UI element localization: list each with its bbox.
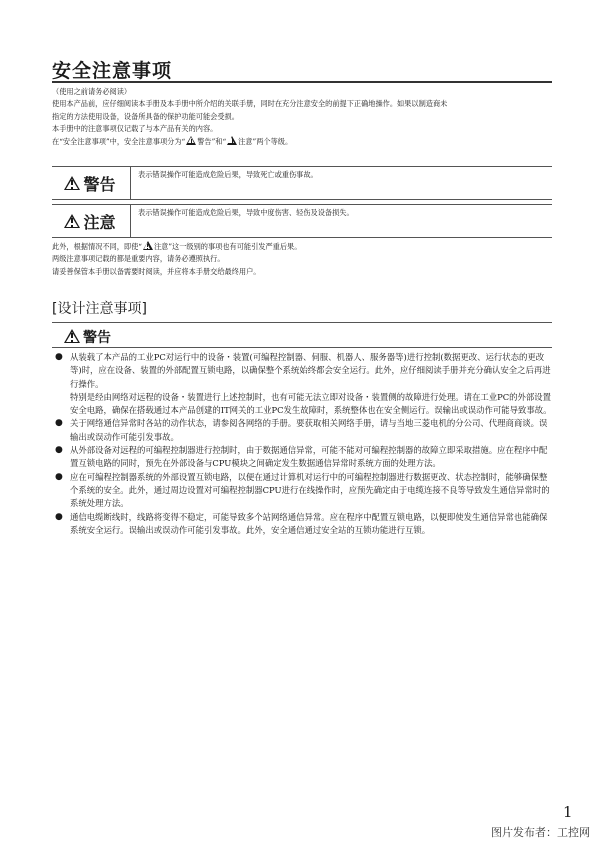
list-item-text: 从外部设备对远程的可编程控制器进行控制时，由于数据通信异常，可能不能对可编程控制器的故障立即采取措施。应在程序中配置互锁电路的同时，预先在外部设备与CPU模块之间确定发生数据通信异常时系统方面的处理方法。: [70, 445, 548, 469]
after-text-b: ”这一级别的事项也有可能引发严重后果。: [168, 242, 302, 251]
after-caution: 注意: [153, 242, 169, 251]
list-item: [52, 417, 552, 444]
section-warning-header: [52, 323, 552, 348]
section-warning-label: [64, 327, 111, 347]
caution-label-text: 注意: [83, 212, 116, 232]
warning-triangle-icon: [64, 329, 80, 343]
after-text-a: 此外，根据情况不同，即使“: [52, 242, 142, 251]
page-number: 1: [563, 803, 573, 821]
box-divider: [130, 205, 131, 237]
after-line: 两级注意事项记载的都是重要内容，请务必遵照执行。: [52, 254, 225, 264]
warning-label: [52, 167, 128, 199]
intro-line: 使用本产品前，应仔细阅读本手册及本手册中所介绍的关联手册，同时在充分注意安全的前提下正确地操作。如果以制造商未: [52, 99, 448, 109]
list-item-text: 应在可编程控制器系统的外部设置互锁电路，以便在通过计算机对运行中的可编程控制器进行数据更改、状态控制时，能够确保整个系统的安全。此外，通过周边设置对可编程控制器CPU进行在线操作时，应预先确定由于电缆连接不良等导致发生通信异常时的系统处理方法。: [70, 471, 550, 509]
caution-description: 表示错误操作可能造成危险后果，导致中度伤害、轻伤及设备损失。: [138, 208, 354, 217]
warning-triangle-icon: [186, 136, 196, 145]
intro-block: [52, 86, 552, 148]
intro-level-line: [52, 136, 552, 148]
section-warning-text: 警告: [83, 330, 111, 346]
intro-line: 指定的方法使用设备，设备所具备的保护功能可能会受损。: [52, 111, 239, 121]
list-item-text: 特别是经由网络对远程的设备・装置进行上述控制时，也有可能无法立即对设备・装置侧的故障进行处理。请在工业PC的外部设置安全电路，确保在搭载通过本产品创建的IT网关的工业PC发生故障时，系统整体也在安全侧运行。误输出或误动作可能导致事故。: [70, 391, 552, 416]
box-divider: [130, 167, 131, 199]
after-notes: [52, 241, 552, 278]
list-item: [52, 391, 552, 418]
bullet-icon: ●: [55, 445, 63, 456]
section-title: [设计注意事项]: [52, 301, 147, 317]
warning-triangle-icon: [143, 241, 153, 250]
intro-level-text-a: 在“安全注意事项”中，安全注意事项分为“: [52, 136, 186, 146]
list-item: [52, 471, 552, 511]
list-item: [52, 444, 552, 471]
intro-line: 本手册中的注意事项仅记载了与本产品有关的内容。: [52, 124, 218, 134]
warning-triangle-icon: [64, 214, 80, 228]
caution-definition-box: [52, 204, 552, 238]
warning-description: 表示错误操作可能造成危险后果，导致死亡或重伤事故。: [138, 170, 318, 179]
list-item: [52, 351, 552, 391]
intro-level-warn: 警告: [197, 136, 212, 146]
intro-line: （使用之前请务必阅读）: [52, 87, 132, 96]
list-item: [52, 511, 552, 538]
precaution-list: [52, 351, 552, 537]
title-divider: [52, 81, 552, 83]
bullet-icon: ●: [55, 511, 63, 522]
warning-definition-box: [52, 166, 552, 200]
bullet-icon: ●: [55, 352, 63, 362]
list-item-text: 通信电缆断线时，线路将变得不稳定，可能导致多个站网络通信异常。应在程序中配置互锁电路，以便即使发生通信异常也能确保系统安全运行。误输出或误动作可能引发事故。此外，安全通信通过安全站的互锁功能进行互锁。: [70, 511, 548, 535]
after-line: 请妥善保管本手册以备需要时阅读，并应将本手册交给最终用户。: [52, 266, 261, 276]
intro-level-caution: 注意: [238, 136, 253, 146]
intro-level-text-b: ”和“: [211, 136, 227, 146]
list-item-text: 从装载了本产品的工业PC对运行中的设备・装置(可编程控制器、伺服、机器人、服务器等)进行控制(数据更改、运行状态的更改等)时，应在设备、装置的外部配置互锁电路，以确保整个系统始终都会安全运行。此外，应仔细阅读手册并充分确认安全之后再进行操作。: [70, 352, 551, 389]
after-line: [52, 241, 552, 253]
design-precautions-box: [52, 322, 552, 613]
warning-label-text: 警告: [83, 174, 116, 194]
bullet-icon: ●: [55, 471, 63, 482]
list-item-text: 关于网络通信异常时各站的动作状态，请参阅各网络的手册。要获取相关网络手册，请与当地三菱电机的分公司、代理商商谈。误输出或误动作可能引发事故。: [70, 418, 548, 442]
bullet-icon: ●: [55, 418, 63, 429]
intro-level-text-c: ”两个等级。: [252, 136, 293, 146]
image-credit: 图片发布者：工控网: [491, 826, 590, 839]
page-title: 安全注意事项: [52, 60, 173, 82]
caution-label: [52, 205, 128, 237]
warning-triangle-icon: [227, 136, 237, 145]
warning-triangle-icon: [64, 176, 80, 190]
